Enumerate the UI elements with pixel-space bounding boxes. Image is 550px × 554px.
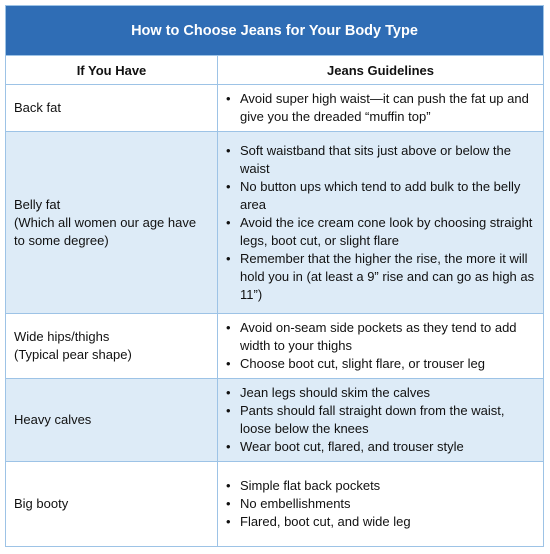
guideline-list xyxy=(224,319,535,373)
guideline-item: • Avoid on-seam side pockets as they tend to add width to your thighs xyxy=(224,319,535,355)
guidelines-cell xyxy=(218,314,544,379)
guideline-item: • Simple flat back pockets xyxy=(224,477,535,495)
guideline-item: • Choose boot cut, slight flare, or trouser leg xyxy=(224,355,535,373)
guideline-list xyxy=(224,477,535,531)
guideline-item: • Avoid the ice cream cone look by choosing straight legs, boot cut, or slight flare xyxy=(224,214,535,250)
guidelines-cell xyxy=(218,379,544,462)
guidelines-cell xyxy=(218,462,544,547)
guideline-list xyxy=(224,384,535,456)
guideline-list xyxy=(224,90,535,126)
guideline-item: • Soft waistband that sits just above or below the waist xyxy=(224,142,535,178)
jeans-guide-table-container xyxy=(5,5,544,547)
body-type-note: (Typical pear shape) xyxy=(14,347,132,362)
table-row xyxy=(6,462,544,547)
body-type-cell xyxy=(6,379,218,462)
body-type-cell xyxy=(6,462,218,547)
body-type-label: Heavy calves xyxy=(14,412,92,427)
jeans-guide-table xyxy=(5,5,544,547)
guideline-item: • Jean legs should skim the calves xyxy=(224,384,535,402)
guideline-item: • Avoid super high waist—it can push the fat up and give you the dreaded “muffin top” xyxy=(224,90,535,126)
guidelines-cell xyxy=(218,132,544,314)
table-row xyxy=(6,85,544,132)
guideline-item: • Wear boot cut, flared, and trouser style xyxy=(224,438,535,456)
body-type-note: (Which all women our age have to some degree) xyxy=(14,214,197,248)
body-type-label: Back fat xyxy=(14,100,61,115)
column-header-jeans-guidelines: Jeans Guidelines xyxy=(218,56,544,85)
guideline-list xyxy=(224,142,535,304)
guideline-item: • No embellishments xyxy=(224,495,535,513)
table-row xyxy=(6,132,544,314)
guideline-item: • No button ups which tend to add bulk to the belly area xyxy=(224,178,535,214)
body-type-cell xyxy=(6,314,218,379)
body-type-cell xyxy=(6,85,218,132)
table-row xyxy=(6,314,544,379)
body-type-cell xyxy=(6,132,218,314)
body-type-label: Big booty xyxy=(14,496,69,511)
guideline-item: • Remember that the higher the rise, the more it will hold you in (at least a 9” rise and can go as high as 11”) xyxy=(224,250,535,304)
table-title: How to Choose Jeans for Your Body Type xyxy=(6,6,544,56)
guideline-item: • Flared, boot cut, and wide leg xyxy=(224,513,535,531)
body-type-label: Belly fat xyxy=(14,196,61,212)
column-header-if-you-have: If You Have xyxy=(6,56,218,85)
table-row xyxy=(6,379,544,462)
guidelines-cell xyxy=(218,85,544,132)
body-type-label: Wide hips/thighs xyxy=(14,329,110,344)
guideline-item: • Pants should fall straight down from the waist, loose below the knees xyxy=(224,402,535,438)
